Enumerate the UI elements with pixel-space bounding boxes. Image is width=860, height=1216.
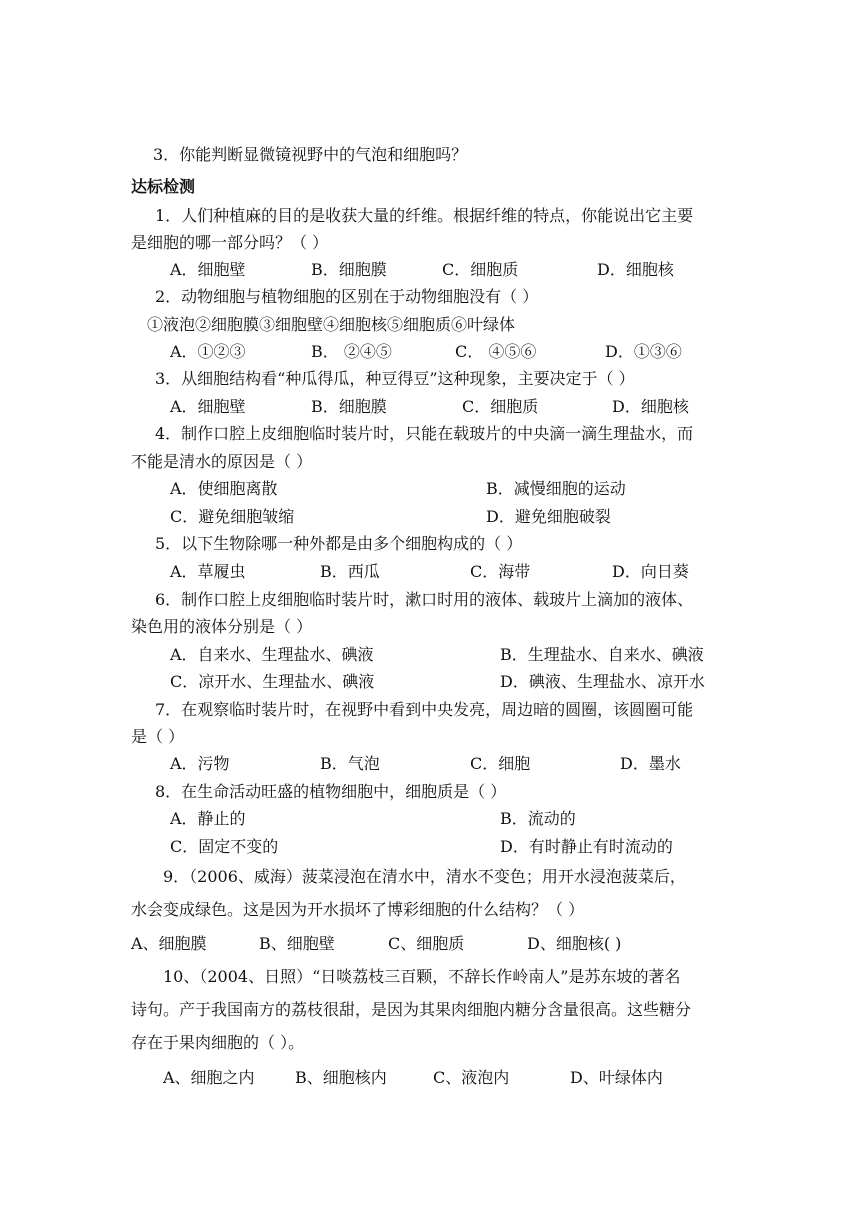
- question-5-option-d: D．向日葵: [612, 562, 689, 581]
- question-7-option-b: B．气泡: [320, 754, 380, 773]
- question-6-line-1: 6．制作口腔上皮细胞临时装片时，漱口时用的液体、载玻片上滴加的液体、: [155, 590, 694, 609]
- question-8-line-1: 8．在生命活动旺盛的植物细胞中，细胞质是（ ）: [155, 782, 507, 801]
- question-10-option-a: A、细胞之内: [163, 1068, 255, 1087]
- question-2-option-c: C． ④⑤⑥: [455, 342, 537, 361]
- question-8-option-c: C．固定不变的: [170, 837, 279, 856]
- section-title: 达标检测: [131, 177, 196, 196]
- question-7-option-a: A．污物: [170, 754, 230, 773]
- question-9-option-a: A、细胞膜: [131, 934, 207, 953]
- question-7-option-d: D．墨水: [620, 754, 681, 773]
- question-1-line-1: 1．人们种植麻的目的是收获大量的纤维。根据纤维的特点，你能说出它主要: [155, 206, 694, 225]
- question-9-line-2: 水会变成绿色。这是因为开水损坏了博彩细胞的什么结构？（ ）: [131, 900, 585, 919]
- question-6-option-c: C．凉开水、生理盐水、碘液: [170, 672, 375, 691]
- question-2-line-1: 2．动物细胞与植物细胞的区别在于动物细胞没有（ ）: [155, 287, 539, 306]
- question-5-option-a: A．草履虫: [170, 562, 246, 581]
- question-4-line-1: 4．制作口腔上皮细胞临时装片时，只能在载玻片的中央滴一滴生理盐水，而: [155, 424, 694, 443]
- question-1-option-c: C．细胞质: [442, 260, 519, 279]
- question-9-option-d: D、细胞核( ): [527, 934, 622, 953]
- question-3-option-a: A．细胞壁: [170, 397, 246, 416]
- question-2-option-b: B． ②④⑤: [311, 342, 392, 361]
- question-2-option-d: D．①③⑥: [605, 342, 682, 361]
- question-10-line-3: 存在于果肉细胞的（ ）。: [131, 1033, 305, 1052]
- question-4-option-d: D．避免细胞破裂: [486, 507, 611, 526]
- question-7-line-2: 是（ ）: [131, 727, 185, 746]
- question-9-option-c: C、细胞质: [388, 934, 465, 953]
- question-9-option-b: B、细胞壁: [259, 934, 335, 953]
- question-8-option-a: A．静止的: [170, 809, 246, 828]
- question-10-option-c: C、液泡内: [433, 1068, 510, 1087]
- intro-question-3: 3．你能判断显微镜视野中的气泡和细胞吗？: [153, 145, 468, 164]
- question-3-option-d: D．细胞核: [612, 397, 689, 416]
- question-10-line-1: 10、（2004、日照）“日啖荔枝三百颗，不辞长作岭南人”是苏东坡的著名: [163, 967, 681, 986]
- question-1-option-a: A．细胞壁: [170, 260, 246, 279]
- question-7-line-1: 7．在观察临时装片时，在视野中看到中央发亮，周边暗的圆圈，该圆圈可能: [155, 700, 694, 719]
- question-2-option-a: A．①②③: [170, 342, 246, 361]
- question-5-option-b: B．西瓜: [320, 562, 380, 581]
- question-4-option-b: B．减慢细胞的运动: [486, 479, 626, 498]
- question-5-line-1: 5．以下生物除哪一种外都是由多个细胞构成的（ ）: [155, 534, 523, 553]
- question-4-option-a: A．使细胞离散: [170, 479, 278, 498]
- question-2-line-2: ①液泡②细胞膜③细胞壁④细胞核⑤细胞质⑥叶绿体: [147, 315, 516, 334]
- question-10-option-b: B、细胞核内: [295, 1068, 387, 1087]
- question-6-line-2: 染色用的液体分别是（ ）: [131, 617, 313, 636]
- question-10-option-d: D、叶绿体内: [570, 1068, 663, 1087]
- question-6-option-a: A．自来水、生理盐水、碘液: [170, 645, 374, 664]
- question-3-option-b: B．细胞膜: [311, 397, 387, 416]
- question-7-option-c: C．细胞: [470, 754, 531, 773]
- question-9-line-1: 9．（2006、威海）菠菜浸泡在清水中，清水不变色；用开水浸泡菠菜后，: [163, 867, 686, 886]
- question-1-line-2: 是细胞的哪一部分吗？（ ）: [131, 233, 329, 252]
- question-6-option-b: B．生理盐水、自来水、碘液: [500, 645, 704, 664]
- question-1-option-b: B．细胞膜: [311, 260, 387, 279]
- question-5-option-c: C．海带: [470, 562, 531, 581]
- question-4-option-c: C．避免细胞皱缩: [170, 507, 295, 526]
- question-1-option-d: D．细胞核: [597, 260, 674, 279]
- question-8-option-d: D．有时静止有时流动的: [500, 837, 673, 856]
- question-10-line-2: 诗句。产于我国南方的荔枝很甜，是因为其果肉细胞内糖分含量很高。这些糖分: [131, 1000, 692, 1019]
- question-6-option-d: D．碘液、生理盐水、凉开水: [500, 672, 705, 691]
- question-4-line-2: 不能是清水的原因是（ ）: [131, 452, 313, 471]
- question-3-option-c: C．细胞质: [462, 397, 539, 416]
- question-8-option-b: B．流动的: [500, 809, 576, 828]
- question-3-line-1: 3．从细胞结构看“种瓜得瓜，种豆得豆”这种现象，主要决定于（ ）: [155, 369, 635, 388]
